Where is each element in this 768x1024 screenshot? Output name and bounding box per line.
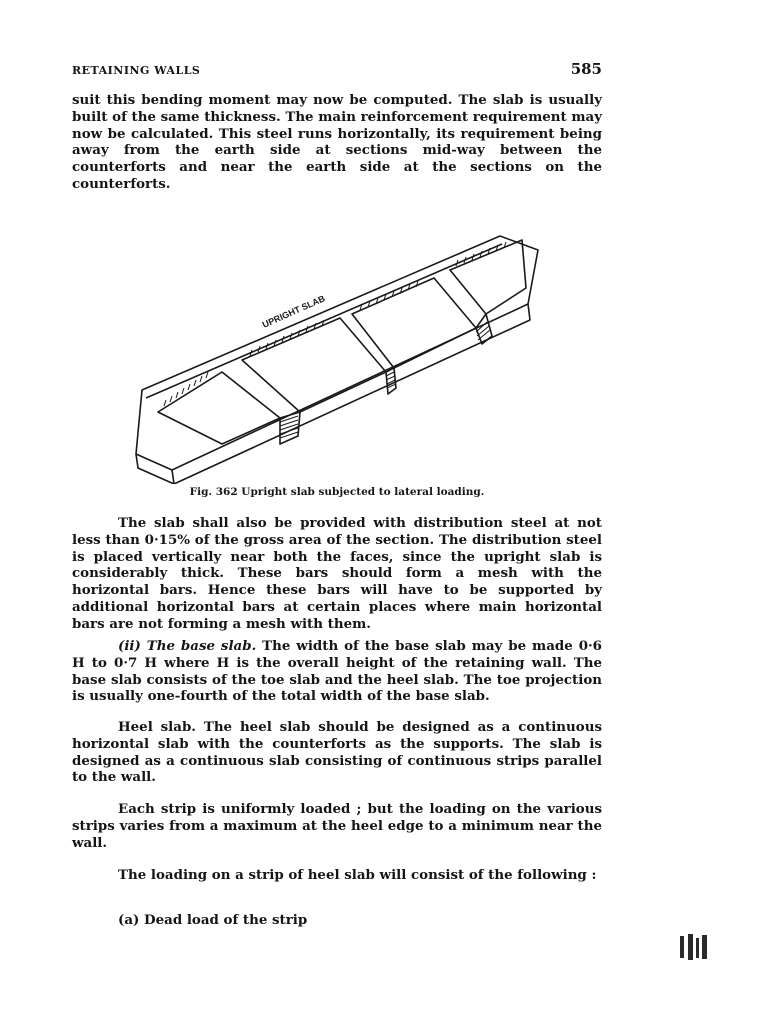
heel-slab-heading: Heel slab. bbox=[118, 719, 196, 735]
figure-caption: Fig. 362 Upright slab subjected to lateral loading. bbox=[189, 486, 485, 498]
base-slab-corner bbox=[172, 470, 174, 484]
figure-upright-slab bbox=[130, 222, 550, 484]
running-title: RETAINING WALLS bbox=[72, 64, 201, 77]
paragraph-strip-loading: Each strip is uniformly loaded ; but the loading on the various strips varies from a maximum at the heel edge to a minimum near the wall. bbox=[72, 801, 602, 851]
page-number: 585 bbox=[570, 60, 602, 78]
paragraph-distribution-steel: The slab shall also be provided with distribution steel at not less than 0·15% of the gross area of the section. The distribution steel is placed vertically near both the faces, since the upright slab is considerably thick. These bars should form a mesh with the horizontal bars. Hence these bars will have to be supported by additional horizontal bars at certain places where main horizontal bars are not forming a mesh with them. bbox=[72, 515, 602, 632]
bay-4 bbox=[450, 240, 526, 314]
paragraph-heel-slab bbox=[72, 719, 602, 786]
scan-artifact-mark bbox=[676, 932, 710, 966]
base-slab-heading: (ii) The base slab. bbox=[118, 638, 257, 654]
heel-slab-body: The heel slab should be designed as a continuous horizontal slab with the counterforts as the supports. The slab is designed as a continuous slab consisting of continuous strips parallel to the wall. bbox=[72, 719, 602, 786]
paragraph-loading-components: The loading on a strip of heel slab will consist of the following : bbox=[118, 867, 597, 883]
base-slab-outline bbox=[136, 236, 538, 470]
paragraph-continuation: suit this bending moment may now be computed. The slab is usually built of the same thickness. The main reinforcement requirement may now be calculated. This steel runs horizontally, its requirement being away from the earth side at sections mid-way between the counterforts and near the earth side at the sections on the counterforts. bbox=[72, 92, 602, 192]
paragraph-base-slab bbox=[72, 638, 602, 705]
bay-1 bbox=[158, 372, 280, 444]
base-slab-body: The width of the base slab may be made 0·6 H to 0·7 H where H is the overall height of the retaining wall. The base slab consists of the toe slab and the heel slab. The toe projection is usually one-fourth of the total width of the base slab. bbox=[72, 638, 602, 705]
figure-label: UPRIGHT SLAB bbox=[260, 293, 327, 330]
bay-2 bbox=[242, 318, 386, 412]
counterfort-2 bbox=[386, 368, 396, 394]
running-header bbox=[72, 60, 602, 78]
list-item-dead-load: (a) Dead load of the strip bbox=[118, 912, 308, 928]
